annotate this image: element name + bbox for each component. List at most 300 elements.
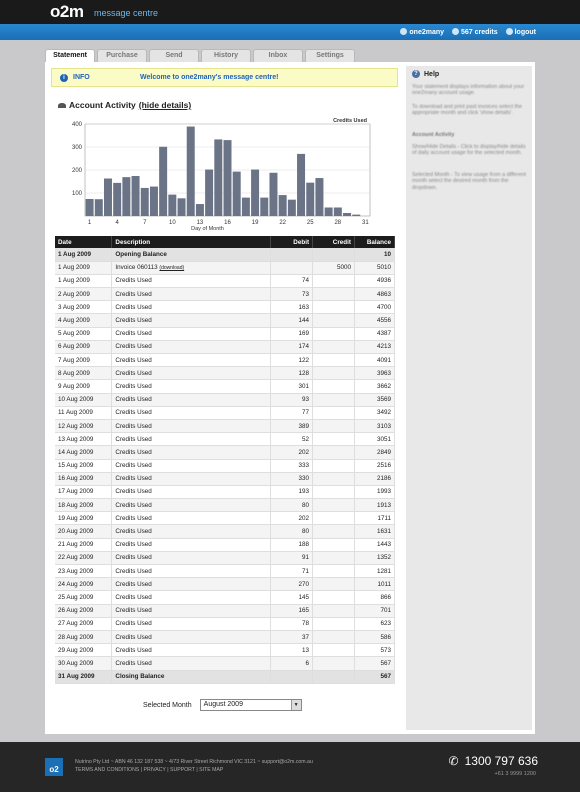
- cell-date: [55, 551, 112, 564]
- cell-balance: [355, 248, 395, 261]
- credits-link[interactable]: [452, 28, 498, 36]
- cell-debit-text: 37: [302, 633, 310, 641]
- cell-debit: [271, 261, 313, 274]
- cell-description: [112, 591, 271, 604]
- cell-balance: [355, 459, 395, 472]
- cell-balance-text: 3103: [376, 422, 391, 430]
- cell-debit: [271, 419, 313, 432]
- chart-bar: [260, 198, 268, 216]
- phone-number: 1300 797 636: [464, 754, 538, 768]
- chart-bar: [159, 147, 167, 216]
- cell-balance-text: 1913: [376, 501, 391, 509]
- cell-description-text: Credits Used: [115, 435, 152, 443]
- cell-balance: [355, 472, 395, 485]
- logout-link[interactable]: [506, 28, 536, 36]
- cell-balance: [355, 354, 395, 367]
- cell-credit: [313, 340, 355, 353]
- chart-bar: [214, 139, 222, 216]
- cell-description: [112, 274, 271, 287]
- cell-debit: [271, 617, 313, 630]
- cell-balance: [355, 670, 395, 683]
- table-row: [55, 419, 395, 432]
- account-activity-title: Account Activity: [69, 100, 136, 110]
- logo-subtitle: message centre: [94, 8, 159, 18]
- cell-description: [112, 578, 271, 591]
- cell-debit-text: 169: [298, 330, 310, 338]
- cell-balance-text: 3051: [376, 435, 391, 443]
- y-tick-label: 100: [71, 191, 82, 197]
- logout-icon: [506, 28, 513, 35]
- cell-date-text: 9 Aug 2009: [58, 382, 90, 390]
- cell-date-text: 25 Aug 2009: [58, 593, 94, 601]
- cell-credit: [313, 578, 355, 591]
- cell-credit: [313, 261, 355, 274]
- cell-description: [112, 433, 271, 446]
- cell-debit-text: 193: [298, 488, 310, 496]
- cell-debit: [271, 393, 313, 406]
- y-tick-label: 300: [71, 145, 82, 151]
- cell-credit: [313, 446, 355, 459]
- cell-description: [112, 604, 271, 617]
- cell-description-text: Credits Used: [115, 330, 152, 338]
- cell-balance-text: 573: [380, 646, 391, 654]
- cell-balance: [355, 288, 395, 301]
- cell-balance: [355, 274, 395, 287]
- cell-credit: [313, 630, 355, 643]
- cell-balance-text: 10: [383, 250, 391, 258]
- cell-date: [55, 419, 112, 432]
- footer-links[interactable]: TERMS AND CONDITIONS | PRIVACY | SUPPORT | SITE MAP: [75, 767, 224, 773]
- cell-credit: [313, 565, 355, 578]
- cell-description: [112, 380, 271, 393]
- cell-debit: [271, 525, 313, 538]
- cell-debit-text: 174: [298, 343, 310, 351]
- table-row: [55, 670, 395, 683]
- cell-balance: [355, 380, 395, 393]
- chart-bar: [187, 127, 195, 216]
- cell-balance-text: 2186: [376, 475, 391, 483]
- cell-credit: [313, 367, 355, 380]
- cell-date-text: 12 Aug 2009: [58, 422, 94, 430]
- info-banner: [51, 68, 398, 87]
- cell-debit: [271, 367, 313, 380]
- cell-debit: [271, 485, 313, 498]
- cell-description: [112, 644, 271, 657]
- cell-debit-text: 122: [298, 356, 310, 364]
- help-header: [412, 70, 439, 78]
- x-tick-label: 16: [224, 220, 231, 226]
- cell-balance-text: 2516: [376, 462, 391, 470]
- phone-icon: ✆: [448, 754, 459, 768]
- cell-debit: [271, 551, 313, 564]
- cell-balance: [355, 367, 395, 380]
- cell-date-text: 11 Aug 2009: [58, 409, 93, 417]
- cell-balance: [355, 314, 395, 327]
- cell-balance-text: 1631: [376, 528, 391, 536]
- cell-balance: [355, 261, 395, 274]
- table-row: [55, 591, 395, 604]
- cell-balance: [355, 340, 395, 353]
- table-row: [55, 393, 395, 406]
- cell-date-text: 30 Aug 2009: [58, 659, 94, 667]
- cell-description: [112, 525, 271, 538]
- cell-debit-text: 202: [298, 514, 310, 522]
- dollar-icon: [452, 28, 459, 35]
- chart-bar: [315, 178, 323, 216]
- cell-credit: [313, 670, 355, 683]
- cell-description-text: Invoice 060113: [115, 264, 158, 272]
- cell-balance-text: 2849: [376, 448, 391, 456]
- cell-date-text: 29 Aug 2009: [58, 646, 94, 654]
- cell-debit-text: 13: [302, 646, 310, 654]
- table-row: [55, 485, 395, 498]
- chart-bar: [150, 187, 158, 216]
- cell-description: [112, 565, 271, 578]
- cell-balance: [355, 604, 395, 617]
- info-label: INFO: [73, 74, 90, 81]
- cell-balance: [355, 393, 395, 406]
- cell-date: [55, 604, 112, 617]
- table-row: [55, 630, 395, 643]
- cell-balance-text: 866: [380, 593, 391, 601]
- cell-date-text: 22 Aug 2009: [58, 554, 94, 562]
- cell-credit: [313, 301, 355, 314]
- cell-description: [112, 499, 271, 512]
- cell-balance-text: 5010: [376, 264, 391, 272]
- cell-debit: [271, 578, 313, 591]
- user-icon: [400, 28, 407, 35]
- x-tick-label: 10: [168, 220, 176, 226]
- cell-debit-text: 333: [298, 462, 310, 470]
- cell-date-text: 2 Aug 2009: [58, 290, 90, 298]
- cell-credit: [313, 644, 355, 657]
- chart-bar: [334, 207, 342, 216]
- cell-date-text: 31 Aug 2009: [58, 673, 95, 681]
- cell-date: [55, 644, 112, 657]
- table-row: [55, 340, 395, 353]
- cell-debit-text: 6: [305, 659, 310, 667]
- cell-description: [112, 485, 271, 498]
- table-row: [55, 617, 395, 630]
- cell-date-text: 23 Aug 2009: [58, 567, 94, 575]
- cell-description: [112, 512, 271, 525]
- col-credit: Credit: [313, 236, 355, 248]
- cell-balance: [355, 630, 395, 643]
- tab-inbox[interactable]: Inbox: [253, 49, 303, 62]
- table-row: [55, 551, 395, 564]
- help-icon: ?: [412, 70, 420, 78]
- cell-description-text: Credits Used: [115, 382, 152, 390]
- chart-bar: [86, 199, 94, 216]
- y-tick-label: 200: [71, 168, 82, 174]
- help-bullet-2: Selected Month - To view usage from a different month select the desired month from the dropdown.: [412, 172, 526, 191]
- cell-description: [112, 354, 271, 367]
- info-icon: i: [60, 74, 68, 82]
- table-row: [55, 499, 395, 512]
- credits-used-chart: [65, 114, 375, 234]
- cell-balance: [355, 419, 395, 432]
- chart-legend: Credits Used: [333, 118, 367, 124]
- cell-debit-text: 202: [298, 448, 310, 456]
- tab-statement[interactable]: Statement: [45, 49, 95, 63]
- cell-description-text: Credits Used: [115, 290, 152, 298]
- table-row: [55, 406, 395, 419]
- cell-credit: [313, 433, 355, 446]
- cell-date: [55, 248, 112, 261]
- chart-bar: [122, 177, 130, 216]
- chart-bar: [104, 179, 112, 216]
- cell-balance-text: 3662: [376, 382, 391, 390]
- footer: [0, 742, 580, 792]
- cell-debit-text: 93: [302, 396, 310, 404]
- cell-date: [55, 657, 112, 670]
- cell-date-text: 18 Aug 2009: [58, 501, 94, 509]
- cell-debit: [271, 274, 313, 287]
- logout-label: logout: [514, 29, 536, 36]
- cell-credit-text: 5000: [336, 264, 351, 272]
- cell-description-text: Credits Used: [115, 488, 152, 496]
- cell-date-text: 7 Aug 2009: [58, 356, 90, 364]
- chart-bar: [141, 188, 149, 216]
- footer-alt-phone: +61 3 9999 1200: [494, 771, 536, 777]
- cell-debit-text: 188: [298, 541, 310, 549]
- cell-balance-text: 1281: [376, 567, 391, 575]
- cell-date: [55, 538, 112, 551]
- cell-balance-text: 567: [380, 659, 391, 667]
- cell-date: [55, 617, 112, 630]
- chart-bar: [242, 198, 250, 216]
- cell-description: [112, 670, 271, 683]
- cell-debit: [271, 354, 313, 367]
- cell-credit: [313, 406, 355, 419]
- cell-balance-text: 1352: [376, 554, 391, 562]
- cell-debit-text: 91: [302, 554, 310, 562]
- cell-debit-text: 77: [302, 409, 310, 417]
- cell-credit: [313, 538, 355, 551]
- cell-credit: [313, 288, 355, 301]
- cell-balance-text: 586: [380, 633, 391, 641]
- info-message: Welcome to one2many's message centre!: [140, 74, 279, 81]
- cell-date-text: 10 Aug 2009: [58, 396, 94, 404]
- cell-date: [55, 630, 112, 643]
- cell-debit-text: 80: [302, 501, 310, 509]
- account-link[interactable]: [400, 28, 444, 36]
- cell-debit: [271, 433, 313, 446]
- month-select[interactable]: [200, 699, 302, 711]
- cell-credit: [313, 591, 355, 604]
- cell-date-text: 19 Aug 2009: [58, 514, 94, 522]
- account-activity-header: [58, 100, 191, 110]
- cell-debit-text: 78: [302, 620, 310, 628]
- tab-send[interactable]: Send: [149, 49, 199, 62]
- cell-debit: [271, 657, 313, 670]
- table-body: [55, 248, 395, 683]
- cell-debit: [271, 630, 313, 643]
- table-row: [55, 604, 395, 617]
- cell-date-text: 1 Aug 2009: [58, 250, 92, 258]
- cell-description-text: Credits Used: [115, 396, 152, 404]
- cell-date: [55, 314, 112, 327]
- cell-date-text: 6 Aug 2009: [58, 343, 90, 351]
- month-selector: [143, 699, 302, 711]
- chart-bar: [306, 183, 314, 216]
- tab-purchase[interactable]: Purchase: [97, 49, 147, 62]
- cell-debit: [271, 314, 313, 327]
- cell-description-text: Credits Used: [115, 514, 152, 522]
- cell-credit: [313, 499, 355, 512]
- cell-credit: [313, 380, 355, 393]
- cell-description-text: Credits Used: [115, 607, 152, 615]
- chart-bar: [224, 140, 232, 216]
- chart-bar: [343, 213, 351, 216]
- x-axis-label: Day of Month: [191, 226, 224, 232]
- cell-description-text: Credits Used: [115, 409, 152, 417]
- cell-debit-text: 144: [298, 317, 310, 325]
- cell-balance: [355, 565, 395, 578]
- tab-settings[interactable]: Settings: [305, 49, 355, 62]
- table-row: [55, 288, 395, 301]
- cell-description: [112, 288, 271, 301]
- cell-date-text: 5 Aug 2009: [58, 330, 90, 338]
- cell-date-text: 28 Aug 2009: [58, 633, 94, 641]
- table-row: [55, 578, 395, 591]
- user-menu: [400, 28, 536, 36]
- cell-description: [112, 459, 271, 472]
- cell-date-text: 20 Aug 2009: [58, 528, 94, 536]
- table-row: [55, 367, 395, 380]
- chart-bar: [297, 154, 305, 216]
- download-invoice-link[interactable]: (download): [159, 265, 185, 272]
- cell-date: [55, 354, 112, 367]
- cell-credit: [313, 354, 355, 367]
- cell-date-text: 27 Aug 2009: [58, 620, 94, 628]
- cell-description: [112, 301, 271, 314]
- chart-bar: [178, 198, 186, 216]
- cell-description-text: Credits Used: [115, 580, 152, 588]
- table-row: [55, 327, 395, 340]
- cell-date-text: 21 Aug 2009: [58, 541, 94, 549]
- cell-date: [55, 499, 112, 512]
- cell-date: [55, 565, 112, 578]
- statement-panel: [45, 62, 535, 734]
- col-debit: Debit: [271, 236, 313, 248]
- cell-date-text: 3 Aug 2009: [58, 303, 90, 311]
- table-row: [55, 657, 395, 670]
- cell-description: [112, 446, 271, 459]
- table-row: [55, 538, 395, 551]
- tab-history[interactable]: History: [201, 49, 251, 62]
- cell-debit-text: 73: [302, 290, 310, 298]
- cell-balance-text: 701: [380, 607, 391, 615]
- cell-balance: [355, 446, 395, 459]
- table-row: [55, 380, 395, 393]
- help-sidebar: [406, 66, 532, 730]
- cell-description: [112, 406, 271, 419]
- chart-bar: [95, 199, 103, 216]
- y-tick-label: 400: [71, 122, 82, 128]
- chart-bar: [325, 207, 333, 216]
- cell-credit: [313, 459, 355, 472]
- cell-description: [112, 630, 271, 643]
- cell-balance: [355, 538, 395, 551]
- cell-description-text: Credits Used: [115, 554, 152, 562]
- cell-description-text: Credits Used: [115, 593, 152, 601]
- cell-description-text: Credits Used: [115, 633, 152, 641]
- cell-credit: [313, 248, 355, 261]
- cell-debit: [271, 472, 313, 485]
- cell-description: [112, 327, 271, 340]
- chart-bar: [132, 176, 140, 216]
- cell-description: [112, 551, 271, 564]
- cell-date-text: 17 Aug 2009: [58, 488, 94, 496]
- table-row: [55, 261, 395, 274]
- col-date: Date: [55, 236, 112, 248]
- footer-company-info: Nutrino Pty Ltd ~ ABN 46 132 187 538 ~ 4/73 River Street Richmond VIC 3121 ~ support@o2m.com.au: [75, 759, 313, 765]
- statement-table: [55, 236, 395, 684]
- x-tick-label: 31: [362, 220, 369, 226]
- month-label: Selected Month: [143, 701, 192, 709]
- cell-date-text: 8 Aug 2009: [58, 369, 90, 377]
- table-row: [55, 644, 395, 657]
- cell-debit-text: 163: [298, 303, 310, 311]
- cell-date-text: 13 Aug 2009: [58, 435, 94, 443]
- cell-date-text: 24 Aug 2009: [58, 580, 94, 588]
- cell-balance: [355, 485, 395, 498]
- table-row: [55, 354, 395, 367]
- cell-debit: [271, 591, 313, 604]
- chart-bar: [288, 200, 296, 216]
- cell-date: [55, 406, 112, 419]
- cell-description-text: Credits Used: [115, 277, 152, 285]
- cell-description: [112, 657, 271, 670]
- cell-credit: [313, 393, 355, 406]
- cell-balance-text: 4936: [376, 277, 391, 285]
- cell-balance-text: 4387: [376, 330, 391, 338]
- help-instructions: To download and print past invoices select the appropriate month and click 'show details'.: [412, 104, 522, 117]
- cell-credit: [313, 657, 355, 670]
- cell-debit: [271, 380, 313, 393]
- activity-icon: [58, 103, 66, 108]
- cell-debit-text: 270: [298, 580, 310, 588]
- table-row: [55, 459, 395, 472]
- cell-description: [112, 617, 271, 630]
- logo[interactable]: o2m: [50, 2, 84, 21]
- cell-balance: [355, 617, 395, 630]
- cell-balance-text: 1011: [377, 580, 391, 588]
- credits-count: 567 credits: [461, 29, 498, 36]
- cell-description-text: Credits Used: [115, 369, 152, 377]
- cell-description-text: Credits Used: [115, 475, 152, 483]
- cell-balance: [355, 433, 395, 446]
- cell-credit: [313, 551, 355, 564]
- cell-description-text: Credits Used: [115, 356, 152, 364]
- cell-balance-text: 1443: [376, 541, 391, 549]
- cell-description-text: Closing Balance: [115, 673, 165, 681]
- hide-details-link[interactable]: (hide details): [138, 100, 192, 110]
- cell-date: [55, 670, 112, 683]
- chart-bar: [269, 173, 277, 216]
- cell-description-text: Credits Used: [115, 462, 152, 470]
- help-section-title: Account Activity: [412, 132, 455, 138]
- cell-debit: [271, 301, 313, 314]
- help-bullet-1: Show/Hide Details - Click to display/hide details of daily account usage for the selected month.: [412, 144, 526, 157]
- cell-date: [55, 485, 112, 498]
- cell-debit-text: 52: [302, 435, 310, 443]
- cell-description: [112, 538, 271, 551]
- table-row: [55, 314, 395, 327]
- chevron-down-icon: ▼: [291, 700, 301, 710]
- x-tick-label: 28: [334, 220, 342, 226]
